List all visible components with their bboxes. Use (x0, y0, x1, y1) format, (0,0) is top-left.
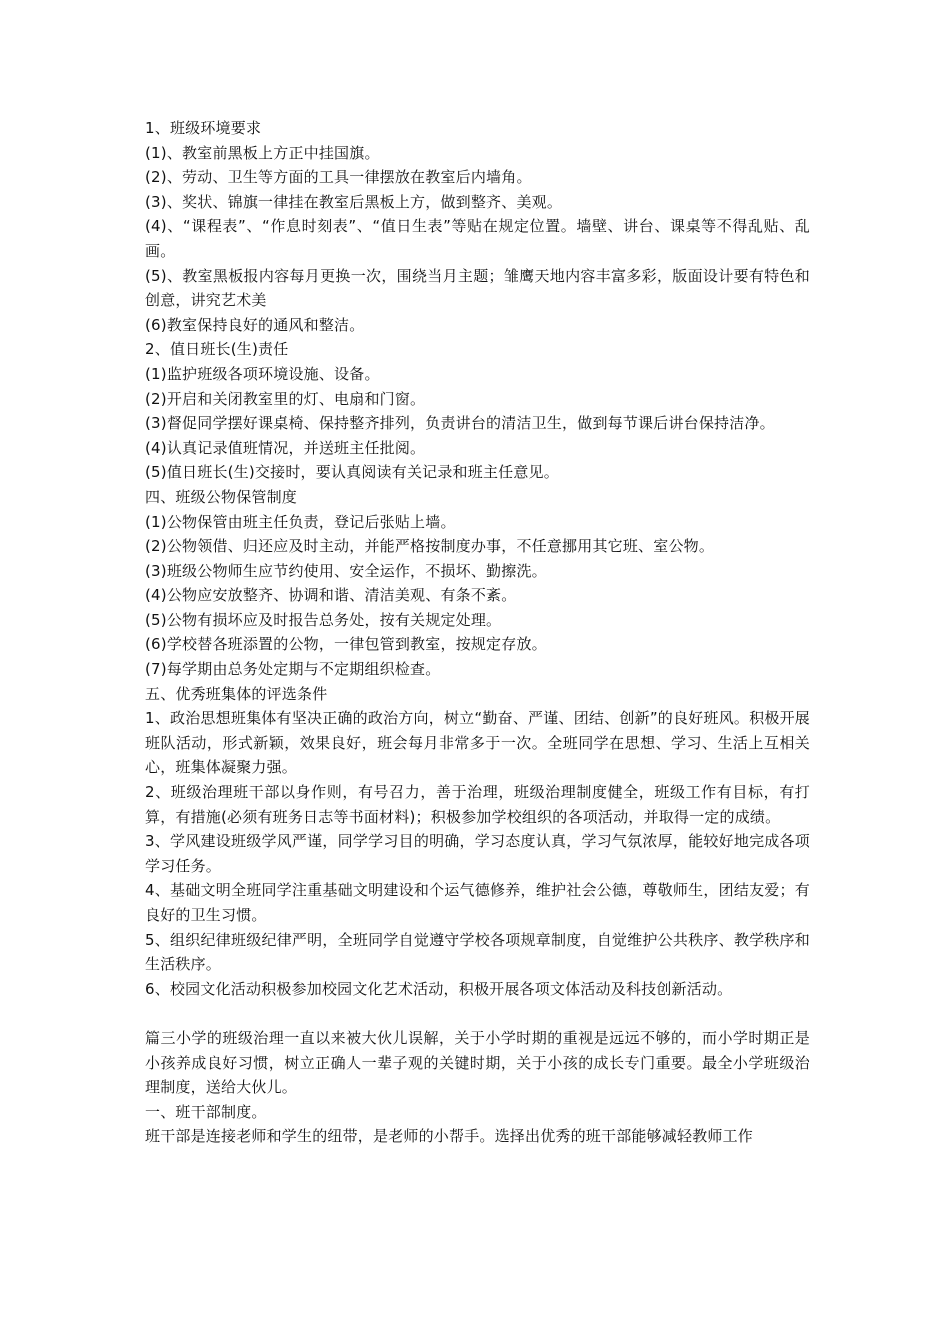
paragraph: 5、组织纪律班级纪律严明，全班同学自觉遵守学校各项规章制度，自觉维护公共秩序、教学秩序和生活秩序。 (145, 930, 810, 974)
blank-line (145, 1001, 810, 1026)
heading-public-property: 四、班级公物保管制度 (145, 487, 298, 506)
paragraph: (7)每学期由总务处定期与不定期组织检查。 (145, 660, 441, 679)
paragraph: 6、校园文化活动积极参加校园文化艺术活动，积极开展各项文体活动及科技创新活动。 (145, 979, 733, 998)
heading-class-environment: 1、班级环境要求 (145, 119, 262, 137)
heading-duty-monitor: 2、值日班长(生)责任 (145, 340, 289, 359)
paragraph: (1)监护班级各项环境设施、设备。 (145, 364, 380, 383)
paragraph: (5)值日班长(生)交接时，要认真阅读有关记录和班主任意见。 (145, 463, 559, 482)
section-intro-paragraph: 篇三小学的班级治理一直以来被大伙儿误解，关于小学时期的重视是远远不够的，而小学时期正是小孩养成良好习惯，树立正确人一辈子观的关键时期，关于小孩的成长专门重要。最全小学班级治理制度，送给大伙儿。 (145, 1028, 810, 1097)
paragraph: (2)开启和关闭教室里的灯、电扇和门窗。 (145, 389, 426, 408)
paragraph: 4、基础文明全班同学注重基础文明建设和个运气德修养，维护社会公德，尊敬师生，团结友爱；有良好的卫生习惯。 (145, 881, 810, 924)
paragraph: (2)公物领借、归还应及时主动，并能严格按制度办事，不任意挪用其它班、室公物。 (145, 537, 715, 556)
paragraph: (4)、“课程表”、“作息时刻表”、“值日生表”等贴在规定位置。墙壁、讲台、课桌等不得乱贴、乱画。 (145, 217, 810, 260)
paragraph: (4)认真记录值班情况，并送班主任批阅。 (145, 438, 426, 457)
paragraph: (1)公物保管由班主任负责，登记后张贴上墙。 (145, 512, 456, 531)
paragraph: (5)公物有损坏应及时报告总务处，按有关规定处理。 (145, 610, 502, 629)
heading-excellent-class: 五、优秀班集体的评选条件 (145, 684, 328, 703)
document-body (145, 116, 810, 1149)
paragraph: (4)公物应安放整齐、协调和谐、清洁美观、有条不紊。 (145, 586, 517, 605)
paragraph: (3)督促同学摆好课桌椅、保持整齐排列，负责讲台的清洁卫生，做到每节课后讲台保持洁净。 (145, 414, 775, 433)
paragraph: (1)、教室前黑板上方正中挂国旗。 (145, 143, 380, 162)
paragraph: (6)学校替各班添置的公物，一律包管到教室，按规定存放。 (145, 635, 547, 654)
paragraph: 班干部是连接老师和学生的纽带，是老师的小帮手。选择出优秀的班干部能够减轻教师工作 (145, 1127, 754, 1146)
paragraph: (2)、劳动、卫生等方面的工具一律摆放在教室后内墙角。 (145, 168, 532, 187)
paragraph: 3、学风建设班级学风严谨，同学学习目的明确，学习态度认真，学习气氛浓厚，能较好地完成各项学习任务。 (145, 832, 810, 875)
heading-class-cadre: 一、班干部制度。 (145, 1102, 267, 1121)
paragraph: 2、班级治理班干部以身作则，有号召力，善于治理，班级治理制度健全，班级工作有目标，有打算，有措施(必须有班务日志等书面材料)；积极参加学校组织的各项活动，并取得一定的成绩。 (145, 783, 810, 826)
paragraph: 1、政治思想班集体有坚决正确的政治方向，树立“勤奋、严谨、团结、创新”的良好班风。积极开展班队活动，形式新颖，效果良好，班会每月非常多于一次。全班同学在思想、学习、生活上互相关心，班集体凝聚力强。 (145, 709, 810, 777)
paragraph: (6)教室保持良好的通风和整洁。 (145, 315, 365, 334)
paragraph: (3)、奖状、锦旗一律挂在教室后黑板上方，做到整齐、美观。 (145, 192, 563, 211)
paragraph: (5)、教室黑板报内容每月更换一次，围绕当月主题；雏鹰天地内容丰富多彩，版面设计要有特色和创意，讲究艺术美 (145, 266, 810, 310)
paragraph: (3)班级公物师生应节约使用、安全运作，不损坏、勤擦洗。 (145, 561, 547, 580)
